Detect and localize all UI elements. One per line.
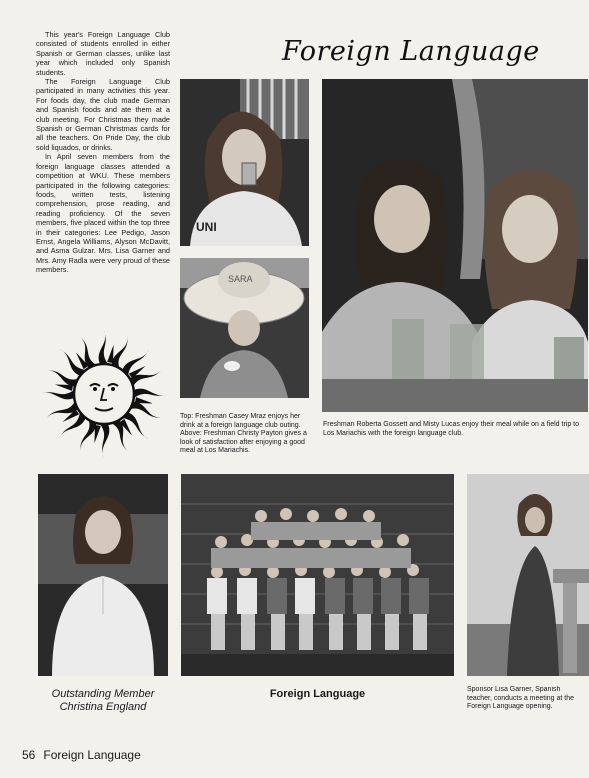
photo-sponsor-podium [467,474,589,676]
section-name: Foreign Language [43,748,141,762]
photo-girl-sombrero [180,258,309,398]
photo-two-girls-restaurant [322,79,588,412]
intro-paragraph-2: The Foreign Language Club participated in many activities this year. For foods day, the club made German and Spanish foods and ate them at a club meeting. For Christmas they made Spanish or German Christmas cards for all the teachers. On Pride Day, the club sold liquados, or drinks. [36,77,170,152]
member-title: Outstanding Member [51,688,155,700]
caption-sponsor: Sponsor Lisa Garner, Spanish teacher, conducts a meeting at the Foreign Language opening. [467,686,575,711]
photo-girl-drinking [180,79,309,246]
intro-paragraph-3: In April seven members from the foreign language classes attended a competition at WKU. These members participated in the following categories: foods, written tests, listening comprehension, prose reading, and reading proficiency. Of the seven members, five placed within the top three in their categories: Lee Pedigo, Jason Ernst, Angela Williams, Alyson McDavitt, and Asma Gulzar. Mrs. Lisa Garner and Mrs. Amy Radla were very proud of these members. [36,152,170,275]
intro-paragraph-1: This year's Foreign Language Club consisted of students enrolled in either Spanish or German classes, unlike last year which included only Spanish students. [36,30,170,77]
page-folio [22,748,141,762]
intro-text [36,30,170,275]
member-name: Christina England [59,701,147,713]
caption-top-left: Top: Freshman Casey Mraz enjoys her drink at a foreign language club outing. Above: Freshman Christy Payton gives a look of satisfaction after enjoying a good meal at Los Mariachis. [180,413,307,455]
caption-group: Foreign Language [269,688,366,700]
page-number: 56 [22,748,36,762]
hat-text: SARA [228,274,253,284]
caption-outstanding-member [38,688,168,714]
caption-top-right: Freshman Roberta Gossett and Misty Lucas enjoy their meal while on a field trip to Los Mariachis with the foreign language club. [323,421,580,437]
shirt-text: UNI [196,220,217,234]
sun-emblem [38,328,170,460]
photo-outstanding-member [38,474,168,676]
sun-face [74,364,134,424]
page-title: Foreign Language [282,36,540,67]
photo-club-group [181,474,454,676]
